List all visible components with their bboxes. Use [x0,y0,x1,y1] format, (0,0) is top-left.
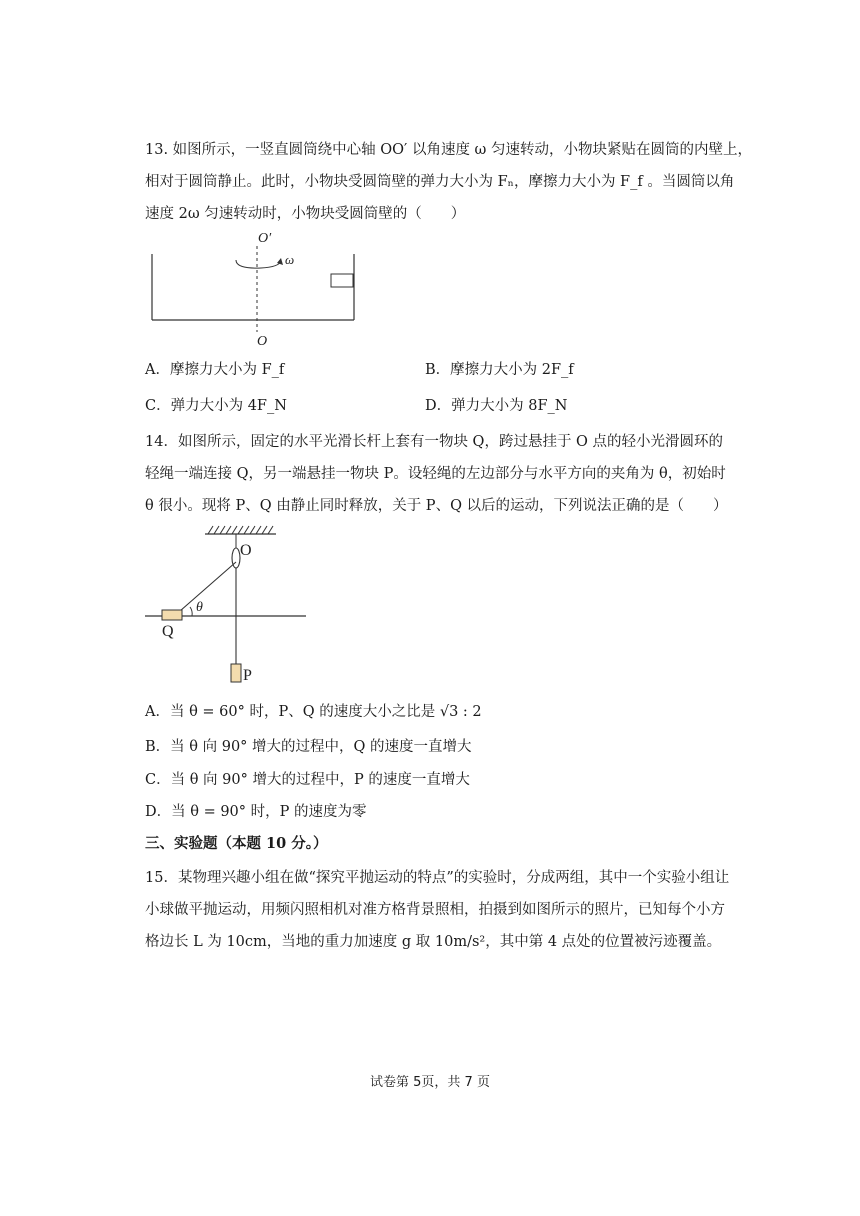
q14-line-1: 14．如图所示，固定的水平光滑长杆上套有一物块 Q，跨过悬挂于 O 点的轻小光滑圆环的 [145,434,724,450]
rope-slanted [180,562,236,611]
q13-cylinder-figure [140,228,380,353]
q13-line-2: 相对于圆筒静止。此时，小物块受圆筒壁的弹力大小为 Fₙ，摩擦力大小为 F_f 。当圆筒以角 [145,174,735,190]
q14-option-c: C．当 θ 向 90° 增大的过程中，P 的速度一直增大 [145,772,470,788]
omega-label: ω [285,252,295,267]
q13-line-1: 13. 如图所示，一竖直圆筒绕中心轴 OO′ 以角速度 ω 匀速转动，小物块紧贴在圆筒的内壁上， [145,142,752,158]
q15-line-3: 格边长 L 为 10cm，当地的重力加速度 g 取 10m/s²，其中第 4 点处的位置被污迹覆盖。 [145,934,722,950]
axis-bottom-label: O [257,334,268,349]
q14-option-d: D．当 θ = 90° 时，P 的速度为零 [145,804,367,820]
q14-option-b: B．当 θ 向 90° 增大的过程中，Q 的速度一直增大 [145,739,472,755]
page-footer: 试卷第 5页，共 7 页 [370,1075,490,1090]
q13-option-d: D．弹力大小为 8F_N [425,398,568,414]
axis-top-label: O′ [258,231,272,246]
block-P-label: P [243,667,252,684]
rotation-arrow-icon [236,260,281,268]
q14-line-2: 轻绳一端连接 Q，另一端悬挂一物块 P。设轻绳的左边部分与水平方向的夹角为 θ，初始时 [145,466,726,482]
q14-option-a: A．当 θ = 60° 时，P、Q 的速度大小之比是 √3 : 2 [145,704,482,720]
q14-line-3: θ 很小。现将 P、Q 由静止同时释放，关于 P、Q 以后的运动，下列说法正确的是（ ） [145,498,728,514]
point-O-label: O [240,542,252,559]
section-heading: 三、实验题（本题 10 分。） [145,835,328,852]
small-block [331,274,353,287]
ceiling-hatching [208,526,273,534]
q13-option-a: A．摩擦力大小为 F_f [145,362,285,378]
q15-line-2: 小球做平抛运动，用频闪照相机对准方格背景照相，拍摄到如图所示的照片，已知每个小方 [145,902,725,918]
q13-option-b: B．摩擦力大小为 2F_f [425,362,574,378]
q15-line-1: 15．某物理兴趣小组在做“探究平抛运动的特点”的实验时，分成两组，其中一个实验小组让 [145,870,730,886]
block-Q [162,610,182,620]
block-Q-label: Q [162,623,174,640]
q13-option-c: C．弹力大小为 4F_N [145,398,287,414]
block-P [231,664,241,682]
q13-line-3: 速度 2ω 匀速转动时，小物块受圆筒壁的（ ） [145,206,466,222]
theta-label: θ [196,600,203,615]
q14-pulley-figure [140,524,320,690]
theta-arc [190,607,192,616]
